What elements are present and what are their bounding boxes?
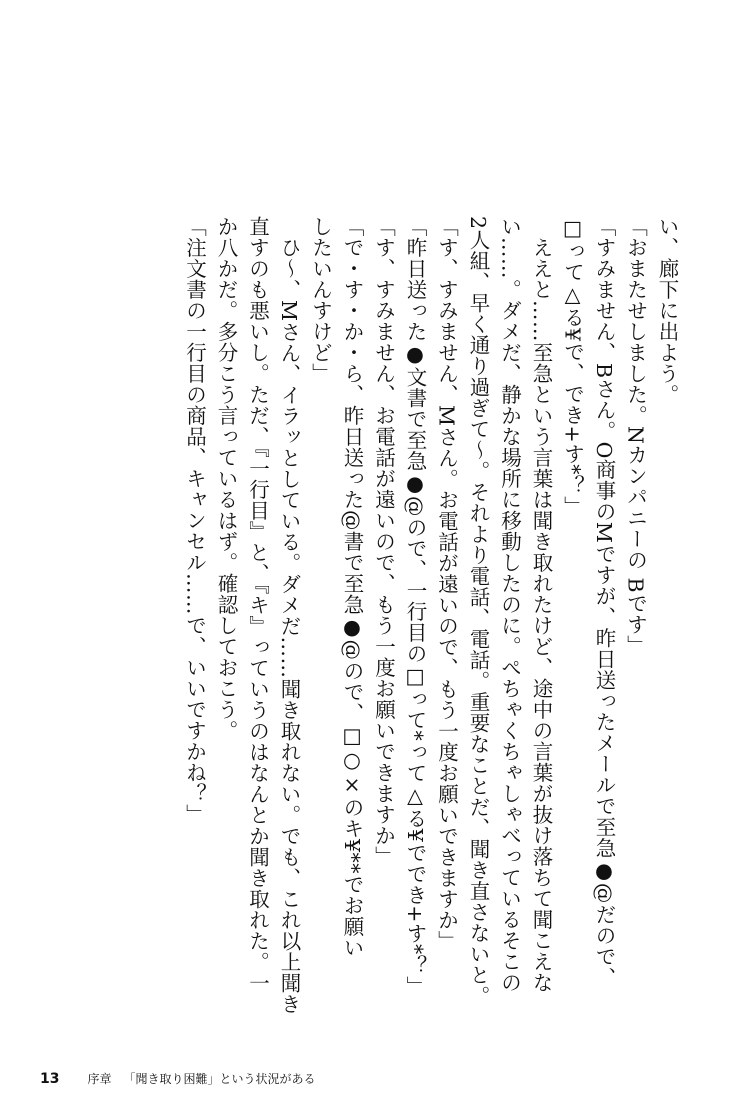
text-line: 「すみません、Bさん。O商事のMですが、昨日送ったメールで至急●@だので、 bbox=[592, 216, 616, 988]
text-line: ええと……至急という言葉は聞き取れたけど、途中の言葉が抜け落ちて聞こえな bbox=[529, 216, 553, 993]
chapter-label: 序章 bbox=[87, 1072, 112, 1086]
text-line: 「で・す・か・ら、昨日送った@書で至急●@ので、□○×のキ¥**でお願い bbox=[340, 216, 364, 959]
text-line: 「昨日送った●文書で至急●@ので、一行目の□って*って△る¥ででき+す*？」 bbox=[403, 216, 427, 997]
text-line: い、廊下に出よう。 bbox=[655, 216, 679, 405]
text-line: 2人組、早く通り過ぎて～。それより電話、電話。重要なことだ、聞き直さないと。 bbox=[466, 216, 490, 1007]
text-line: か八かだ。多分こう言っているはず。確認しておこう。 bbox=[214, 216, 238, 741]
chapter-title: 「聞き取り困難」という状況がある bbox=[123, 1072, 316, 1086]
text-line: い……。ダメだ、静かな場所に移動したのに。ぺちゃくちゃしゃべっているそこの bbox=[497, 216, 522, 993]
text-line: 「す、すみません、お電話が遠いので、もう一度お願いできますか」 bbox=[371, 216, 396, 867]
page-number: 13 bbox=[40, 1071, 60, 1087]
text-line: 「おまたせしました。Nカンパニーの Bです」 bbox=[623, 216, 648, 657]
text-line: したいんすけど」 bbox=[308, 216, 333, 384]
text-line: 直すのも悪いし。ただ、『一行目』と、『キ』っていうのはなんとか聞き取れた。一 bbox=[245, 216, 270, 994]
body-text bbox=[112, 216, 682, 1016]
text-line: 「す、すみません、Mさん。お電話が遠いので、もう一度お願いできますか」 bbox=[434, 216, 459, 952]
text-line: 「注文書の一行目の商品、キャンセル……で、いいですかね？」 bbox=[182, 216, 207, 825]
page-footer bbox=[40, 1070, 316, 1087]
text-line: □って△る¥で、でき+す*？」 bbox=[560, 216, 585, 517]
text-line: ひ～、Mさん、イラッとしている。ダメだ……聞き取れない。でも、これ以上聞き bbox=[277, 216, 301, 1015]
